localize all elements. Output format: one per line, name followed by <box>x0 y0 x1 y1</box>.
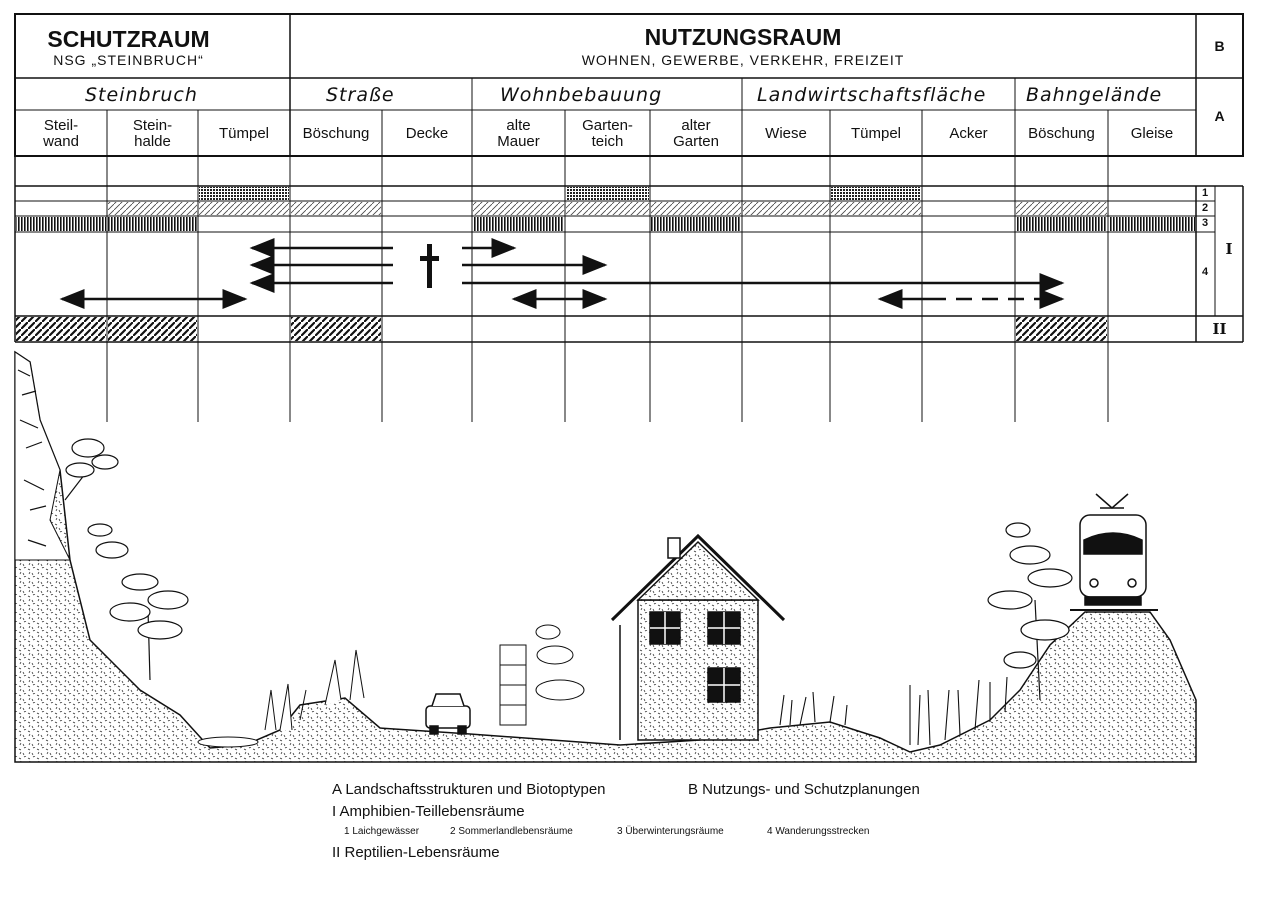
row4-migration-arrows <box>62 248 1062 299</box>
cross-icon <box>420 244 439 288</box>
group-ii-label: II <box>1212 320 1227 338</box>
column-label: Decke <box>405 125 449 142</box>
landscape-illustration <box>15 352 1196 762</box>
region-strasse: Straße <box>326 84 395 106</box>
legend-i2: 2 Sommerlandlebensräume <box>450 826 573 837</box>
row-index-4: 4 <box>1202 266 1209 278</box>
column-label: Tümpel <box>850 125 902 142</box>
row2-summer-cells <box>108 202 1107 215</box>
car-icon <box>426 694 470 734</box>
column-label: Acker <box>949 125 988 142</box>
legend-b: B Nutzungs- und Schutzplanungen <box>688 781 920 798</box>
protection-area-subtitle: NSG „STEINBRUCH“ <box>53 52 204 68</box>
region-landwirtschaft: Landwirtschaftsfläche <box>757 84 987 106</box>
legend-i: I Amphibien-Teillebensräume <box>332 803 525 820</box>
column-label: Wiese <box>765 125 807 142</box>
column-label: Tümpel <box>218 125 270 142</box>
house-icon <box>612 536 784 740</box>
legend-a: A Landschaftsstrukturen und Biotoptypen <box>332 781 606 798</box>
column-label: Böschung <box>302 125 370 142</box>
region-bahngelaende: Bahngelände <box>1026 84 1163 106</box>
matrix-grid <box>15 156 1243 342</box>
column-label: Steil- wand <box>43 117 79 150</box>
use-area-subtitle: WOHNEN, GEWERBE, VERKEHR, FREIZEIT <box>581 52 905 68</box>
row1-spawning-cells <box>199 187 921 200</box>
group-i-label: I <box>1225 240 1233 258</box>
tram-icon <box>1070 494 1158 610</box>
column-label: Böschung <box>1028 125 1095 142</box>
row-ii-reptile-cells <box>16 317 1107 341</box>
column-label: alte Mauer <box>497 117 540 150</box>
legend-ii: II Reptilien-Lebensräume <box>332 844 500 861</box>
row-b-label: B <box>1214 38 1225 54</box>
row-a-label: A <box>1214 108 1225 124</box>
column-label: Stein- halde <box>132 117 173 150</box>
region-wohnbebauung: Wohnbebauung <box>500 84 663 106</box>
legend-i3: 3 Überwinterungsräume <box>617 826 724 837</box>
use-area-title: NUTZUNGSRAUM <box>644 24 842 50</box>
row-index-2: 2 <box>1202 202 1209 214</box>
protection-area-title: SCHUTZRAUM <box>47 26 210 52</box>
column-label: alter Garten <box>673 117 719 150</box>
row3-winter-cells <box>16 217 1195 231</box>
row-index-3: 3 <box>1202 217 1209 229</box>
legend-i4: 4 Wanderungsstrecken <box>767 826 870 837</box>
column-label: Gleise <box>1130 125 1174 142</box>
column-label: Garten- teich <box>582 117 633 150</box>
row-index-1: 1 <box>1202 187 1209 199</box>
region-steinbruch: Steinbruch <box>85 84 198 106</box>
legend-i1: 1 Laichgewässer <box>344 826 420 837</box>
